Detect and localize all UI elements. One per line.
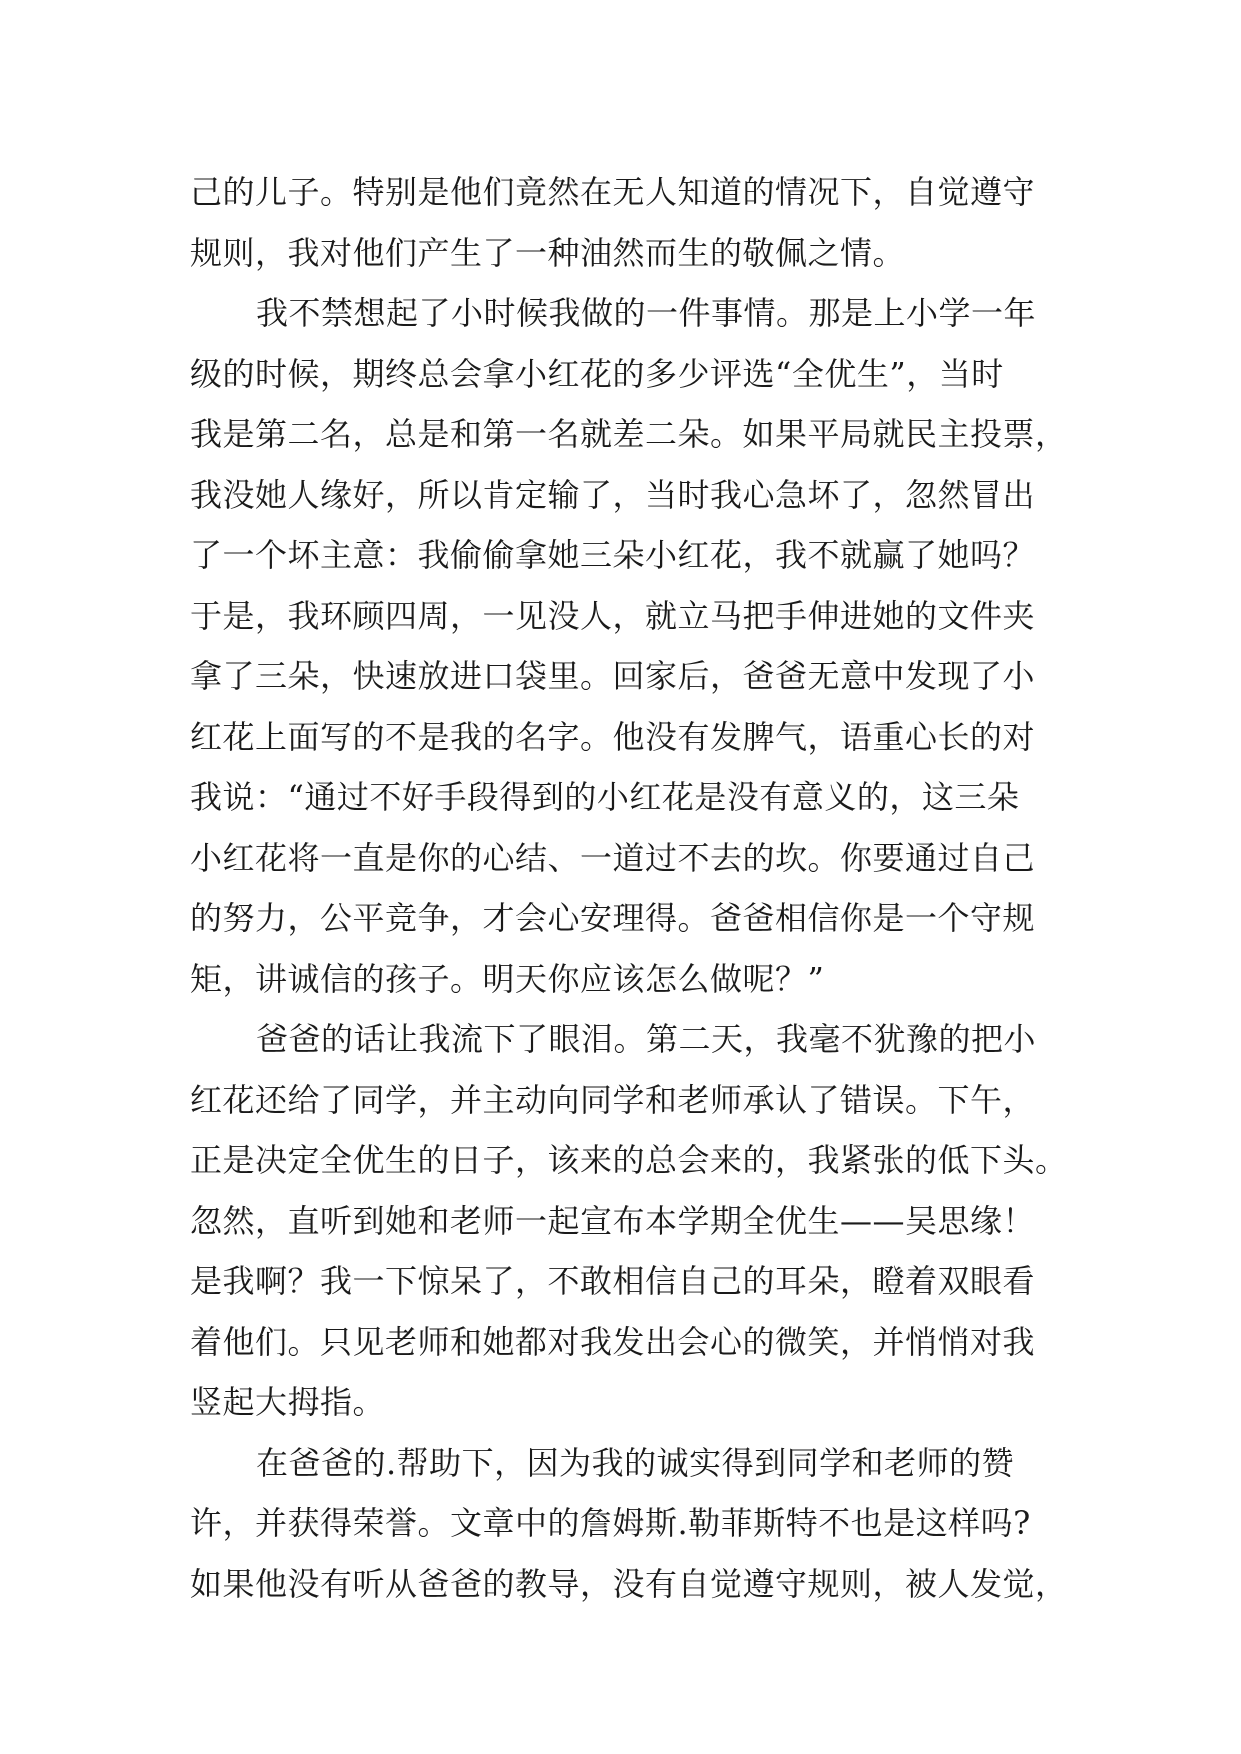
text-line: 我不禁想起了小时候我做的一件事情。那是上小学一年 (256, 294, 1037, 332)
text-line: 是我啊？我一下惊呆了，不敢相信自己的耳朵，瞪着双眼看 (190, 1262, 1036, 1300)
text-line: 拿了三朵，快速放进口袋里。回家后，爸爸无意中发现了小 (190, 657, 1036, 695)
text-line: 了一个坏主意：我偷偷拿她三朵小红花，我不就赢了她吗？ (190, 536, 1036, 574)
document-body (190, 162, 1070, 1614)
text-line: 红花还给了同学，并主动向同学和老师承认了错误。下午， (190, 1080, 1036, 1119)
text-line: 的努力，公平竞争，才会心安理得。爸爸相信你是一个守规 (190, 899, 1036, 937)
text-line: 我说：“通过不好手段得到的小红花是没有意义的，这三朵 (190, 778, 1020, 816)
text-line: 小红花将一直是你的心结、一道过不去的坎。你要通过自己 (190, 838, 1036, 877)
text-line: 爸爸的话让我流下了眼泪。第二天，我毫不犹豫的把小 (256, 1020, 1037, 1058)
text-line: 如果他没有听从爸爸的教导，没有自觉遵守规则，被人发觉， (190, 1564, 1068, 1603)
text-line: 在爸爸的.帮助下，因为我的诚实得到同学和老师的赞 (256, 1443, 1015, 1482)
text-line: 规则，我对他们产生了一种油然而生的敬佩之情。 (190, 233, 906, 272)
text-line: 着他们。只见老师和她都对我发出会心的微笑，并悄悄对我 (190, 1322, 1036, 1361)
text-line: 己的儿子。特别是他们竟然在无人知道的情况下，自觉遵守 (190, 173, 1036, 211)
text-line: 于是，我环顾四周，一见没人，就立马把手伸进她的文件夹 (190, 596, 1036, 635)
text-line: 忽然，直听到她和老师一起宣布本学期全优生——吴思缘！ (190, 1201, 1036, 1240)
text-line: 许，并获得荣誉。文章中的詹姆斯.勒菲斯特不也是这样吗? (190, 1504, 1031, 1542)
text-line: 正是决定全优生的日子，该来的总会来的，我紧张的低下头。 (190, 1141, 1068, 1179)
text-line: 红花上面写的不是我的名字。他没有发脾气，语重心长的对 (190, 717, 1036, 756)
text-line: 我是第二名，总是和第一名就差二朵。如果平局就民主投票， (190, 415, 1068, 453)
text-line: 我没她人缘好，所以肯定输了，当时我心急坏了，忽然冒出 (190, 475, 1036, 514)
text-line: 竖起大拇指。 (190, 1383, 386, 1421)
text-line: 级的时候，期终总会拿小红花的多少评选“全优生”，当时 (190, 354, 1004, 393)
text-line: 矩，讲诚信的孩子。明天你应该怎么做呢？” (190, 959, 825, 998)
